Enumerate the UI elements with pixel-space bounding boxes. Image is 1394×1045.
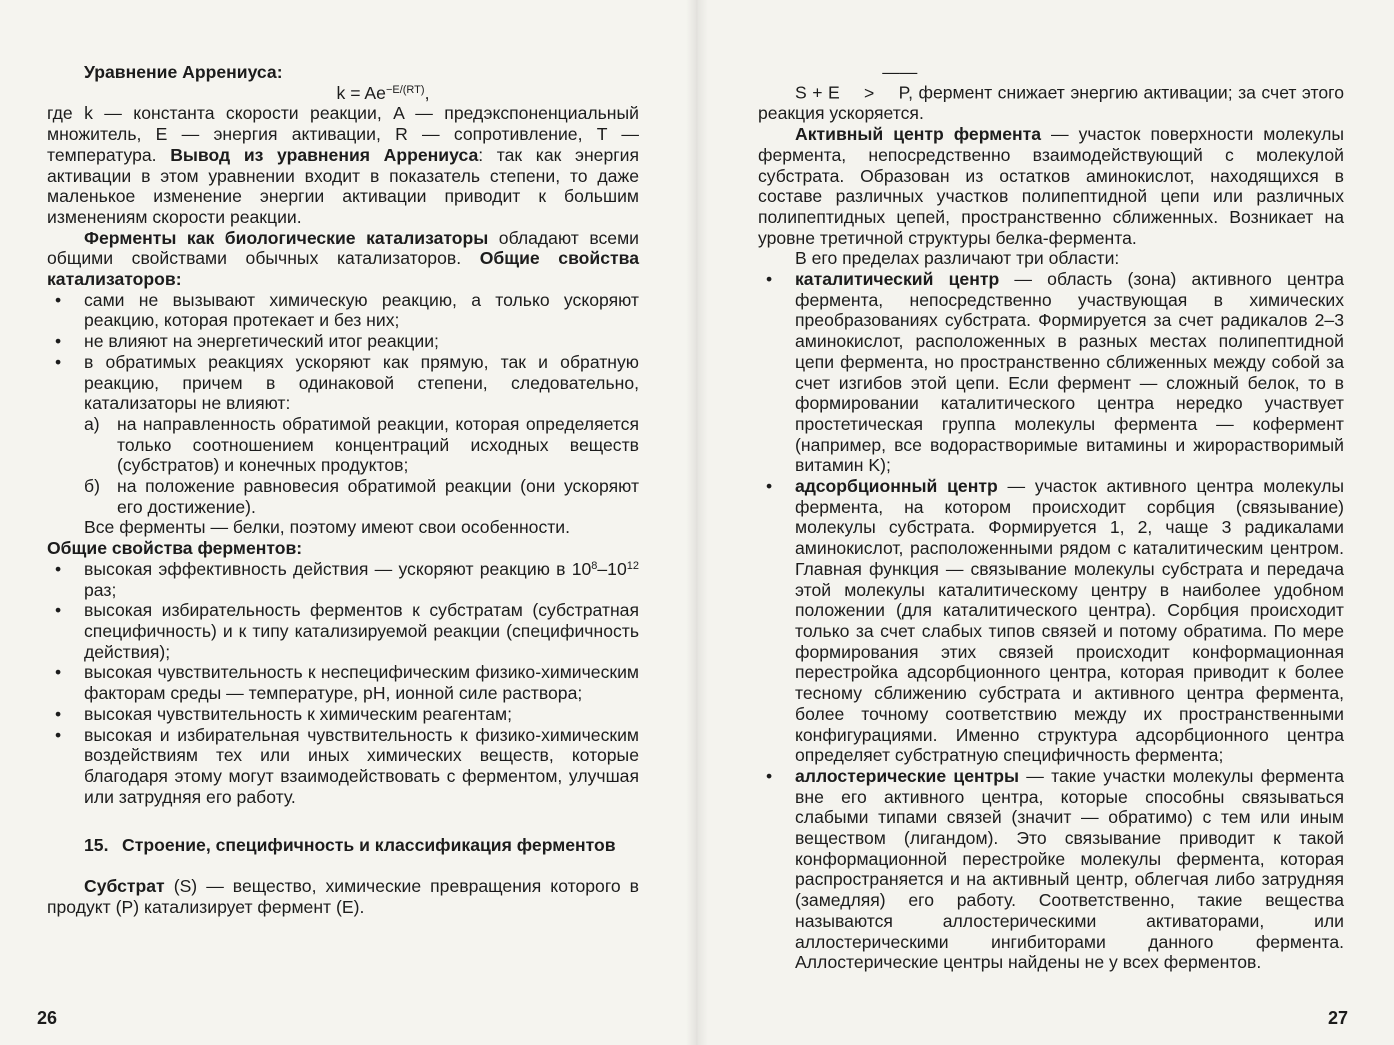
sub-list-item: а) на направленность обратимой реакции, которая определяется только соотношением концентраций исходных веществ (субстратов) и конечных продуктов; bbox=[84, 413, 639, 476]
list-item: • высокая чувствительность к химическим реагентам; bbox=[47, 704, 639, 725]
formula-explanation: где k — константа скорости реакции, A — предэкспоненциальный множитель, E — энергия активации, R — сопротивление, T — температура. Вывод из уравнения Аррениуса: так как энергия активации в этом уравнении входит в показатель степени, то даже маленькое изменение энергии активации приводит к большим изменениям скорости реакции. bbox=[47, 103, 639, 227]
list-item: • высокая чувствительность к неспецифическим физико-химическим факторам среды — температуре, pH, ионной силе раствора; bbox=[47, 662, 639, 703]
list-item: • не влияют на энергетический итог реакции; bbox=[47, 331, 639, 352]
arrow-icon: ——> bbox=[864, 62, 918, 103]
sub-list bbox=[47, 414, 639, 518]
right-page-text bbox=[758, 62, 1344, 973]
list-item: • адсорбционный центр — участок активного центра молекулы фермента, на котором происходит сорбция (связывание) молекулы субстрата. Формируется 1, 2, чаще 3 радикалами аминокислот, расположенными рядом с каталитическим центром. Главная функция — связывание молекулы субстрата и передача этой молекулы каталитическому центру в наиболее удобном положении (для каталитического центра). Сорбция происходит только за счет слабых типов связей и потому обратима. По мере формирования этих связей происходит конформационная перестройка адсорбционного центра, которая приводит к более тесному сближению субстрата и активного центра фермента, более точному соответствию между их пространственными конфигурациями. Именно структура адсорбционного центра определяет субстратную специфичность фермента; bbox=[758, 476, 1344, 766]
page-number-right: 27 bbox=[1327, 1008, 1348, 1028]
list-item: • высокая эффективность действия — ускоряют реакцию в $10^8-10^{12}$ раз; bbox=[47, 559, 639, 600]
section-title: Строение, специфичность и классификация ферментов bbox=[122, 835, 616, 856]
book-gutter bbox=[686, 0, 708, 1045]
list-item: • в обратимых реакциях ускоряют как прямую, так и обратную реакцию, причем в одинаковой степени, следовательно, катализаторы не влияют: а) на направленность обратимой реакции, которая определяется только соотношением концентраций исходных веществ (субстратов) и конечных продуктов; б) на положение равновесия обратимой реакции (они ускоряют его достижение). bbox=[47, 352, 639, 518]
catalyst-properties-list bbox=[47, 290, 639, 518]
list-item: • каталитический центр — область (зона) активного центра фермента, непосредственно участвующая в химических преобразованиях субстрата. Формируется за счет радикалов 2–3 аминокислот, расположенных в разных местах полипептидной цепи фермента, но пространственно сближенных между собой за счет изгибов этой цепи. Если фермент — сложный белок, то в формировании каталитического центра нередко участвует простетическая группа молекулы фермента — кофермент (например, все водорастворимые витамины и жирорастворимый витамин K); bbox=[758, 269, 1344, 476]
centers-list bbox=[758, 269, 1344, 973]
list-item: • аллостерические центры — такие участки молекулы фермента вне его активного центра, которые способны связываться слабыми типами связей (значит — обратимо) с тем или иным веществом (лигандом). Это связывание приводит к такой конформационной перестройке молекулы фермента, которая распространяется и на активный центр, облегчая либо затрудняя (замедляя) его работу. Соответственно, такие вещества называются аллостерическими активаторами, или аллостерическими ингибиторами данного фермента. Аллостерические центры найдены не у всех ферментов. bbox=[758, 766, 1344, 973]
list-item: • высокая избирательность ферментов к субстратам (субстратная специфичность) и к типу катализируемой реакции (специфичность действия); bbox=[47, 600, 639, 662]
substrate-definition: Субстрат (S) — вещество, химические превращения которого в продукт (P) катализирует фермент (E). bbox=[47, 876, 639, 917]
arrhenius-formula: $k = Ae^{-E/(RT)}$, bbox=[336, 82, 430, 103]
page-number-left: 26 bbox=[37, 1008, 58, 1028]
active-center-definition: Активный центр фермента — участок поверхности молекулы фермента, непосредственно взаимодействующий с молекулой субстрата. Образован из остатков аминокислот, находящихся в составе различных участков полипептидной цепи или различных полипептидных цепей, пространственно сближенных. Возникает на уровне третичной структуры белка-фермента. bbox=[758, 124, 1345, 248]
section-heading bbox=[47, 835, 639, 856]
reaction-line: S + E ——> P, фермент снижает энергию активации; за счет этого реакция ускоряется. bbox=[758, 62, 1344, 124]
areas-intro: В его пределах различают три области: bbox=[795, 248, 1120, 269]
left-page-text bbox=[47, 62, 639, 917]
list-item: • сами не вызывают химическую реакцию, а только ускоряют реакцию, которая протекает и без них; bbox=[47, 290, 639, 331]
arrhenius-heading: Уравнение Аррениуса: bbox=[84, 62, 283, 82]
enzyme-properties-list bbox=[47, 559, 639, 807]
enzyme-props-heading: Общие свойства ферментов: bbox=[47, 538, 303, 559]
enzymes-as-catalysts: Ферменты как биологические катализаторы обладают всеми общими свойствами обычных катализаторов. Общие свойства катализаторов: bbox=[47, 227, 639, 290]
section-number: 15. bbox=[84, 835, 109, 856]
sub-list-item: б) на положение равновесия обратимой реакции (они ускоряют его достижение). bbox=[84, 476, 639, 517]
list-item: • высокая и избирательная чувствительность к физико-химическим воздействиям тех или иных химических веществ, которые благодаря этому могут взаимодействовать с ферментом, улучшая или затрудняя его работу. bbox=[47, 725, 639, 808]
right-page bbox=[697, 0, 1394, 1045]
all-enzymes-proteins: Все ферменты — белки, поэтому имеют свои особенности. bbox=[84, 517, 571, 538]
